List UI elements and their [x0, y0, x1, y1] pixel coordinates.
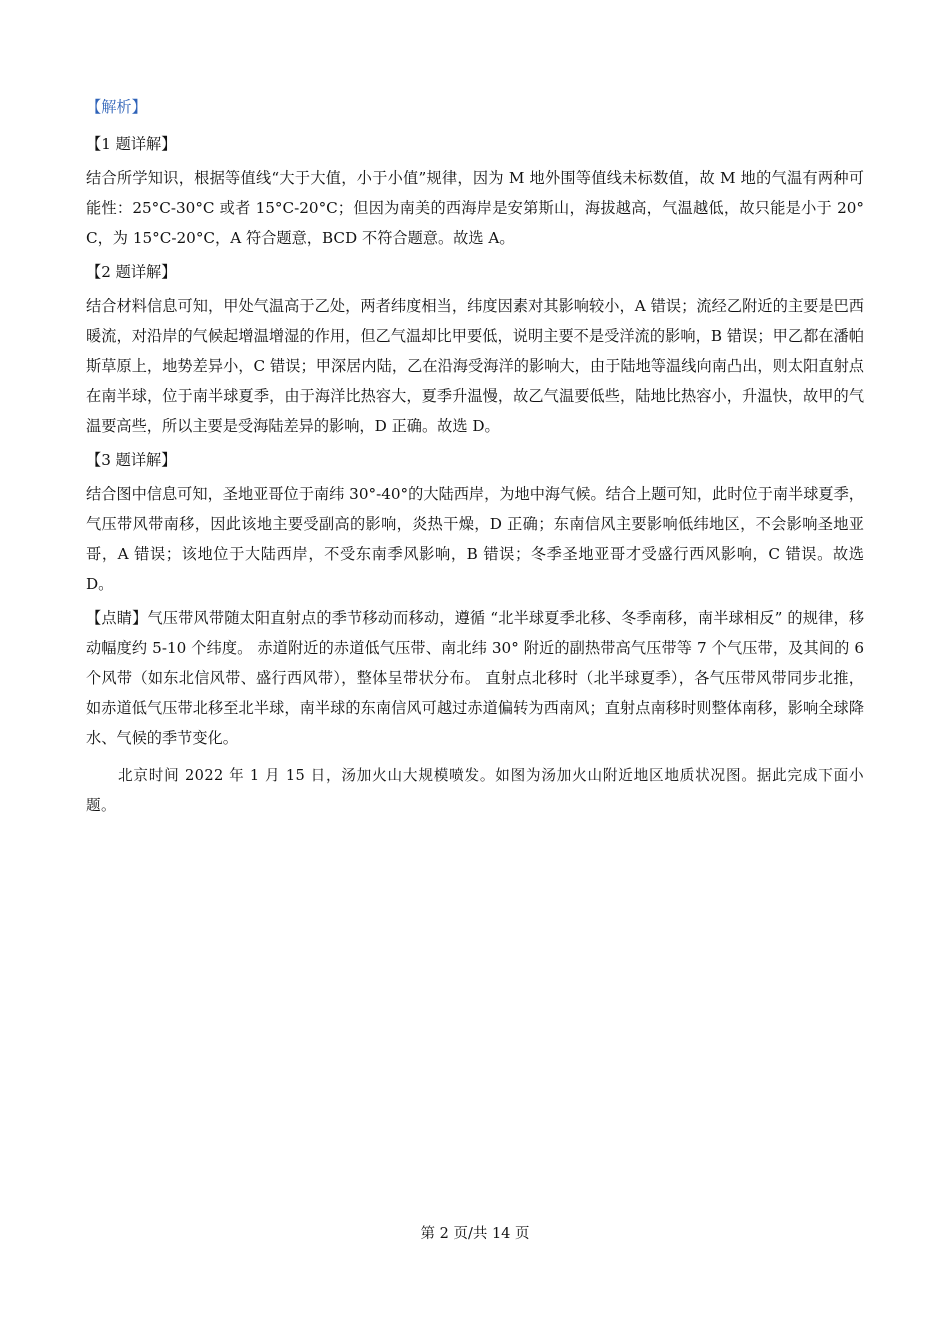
- page-footer: 第 2 页/共 14 页: [420, 1226, 530, 1242]
- key-point-note: [86, 603, 864, 753]
- q3-explanation: 结合图中信息可知，圣地亚哥位于南纬 30°-40°的大陆西岸，为地中海气候。结合上题可知，此时位于南半球夏季，气压带风带南移，因此该地主要受副高的影响，炎热干燥，D 正确；东南信风主要影响低纬地区，不会影响圣地亚哥，A 错误；该地位于大陆西岸，不受东南季风影响，B 错误；冬季圣地亚哥才受盛行西风影响，C 错误。故选 D。: [86, 485, 864, 593]
- key-point-body: 气压带风带随太阳直射点的季节移动而移动，遵循 “北半球夏季北移、冬季南移，南半球相反” 的规律，移动幅度约 5-10 个纬度。 赤道附近的赤道低气压带、南北纬 30° 附近的副热带高气压带等 7 个气压带，及其间的 6 个风带（如东北信风带、盛行西风带），整体呈带状分布。 直射点北移时（北半球夏季），各气压带风带同步北推，如赤道低气压带北移至北半球，南半球的东南信风可越过赤道偏转为西南风；直射点南移时则整体南移，影响全球降水、气候的季节变化。: [86, 609, 865, 747]
- q2-heading: 【2 题详解】: [86, 263, 177, 281]
- q1-heading: 【1 题详解】: [86, 135, 177, 153]
- q3-heading: 【3 题详解】: [86, 451, 177, 469]
- analysis-label: 【解析】: [86, 98, 147, 116]
- next-question-intro: 北京时间 2022 年 1 月 15 日，汤加火山大规模喷发。如图为汤加火山附近地区地质状况图。据此完成下面小题。: [86, 767, 864, 814]
- q2-explanation: 结合材料信息可知，甲处气温高于乙处，两者纬度相当，纬度因素对其影响较小，A 错误；流经乙附近的主要是巴西暖流，对沿岸的气候起增温增湿的作用，但乙气温却比甲要低，说明主要不是受洋流的影响，B 错误；甲乙都在潘帕斯草原上，地势差异小，C 错误；甲深居内陆，乙在沿海受海洋的影响大，由于陆地等温线向南凸出，则太阳直射点在南半球，位于南半球夏季，由于海洋比热容大，夏季升温慢，故乙气温要低些，陆地比热容小，升温快，故甲的气温要高些，所以主要是受海陆差异的影响，D 正确。故选 D。: [86, 297, 864, 435]
- answer-analysis-section: [86, 92, 864, 821]
- q1-explanation: 结合所学知识，根据等值线“大于大值，小于小值”规律，因为 M 地外围等值线未标数值，故 M 地的气温有两种可能性：25°C-30°C 或者 15°C-20°C；但因为南美的西海岸是安第斯山，海拔越高，气温越低，故只能是小于 20°C，为 15°C-20°C，A 符合题意，BCD 不符合题意。故选 A。: [86, 169, 864, 247]
- key-point-label: 【点睛】: [86, 609, 148, 627]
